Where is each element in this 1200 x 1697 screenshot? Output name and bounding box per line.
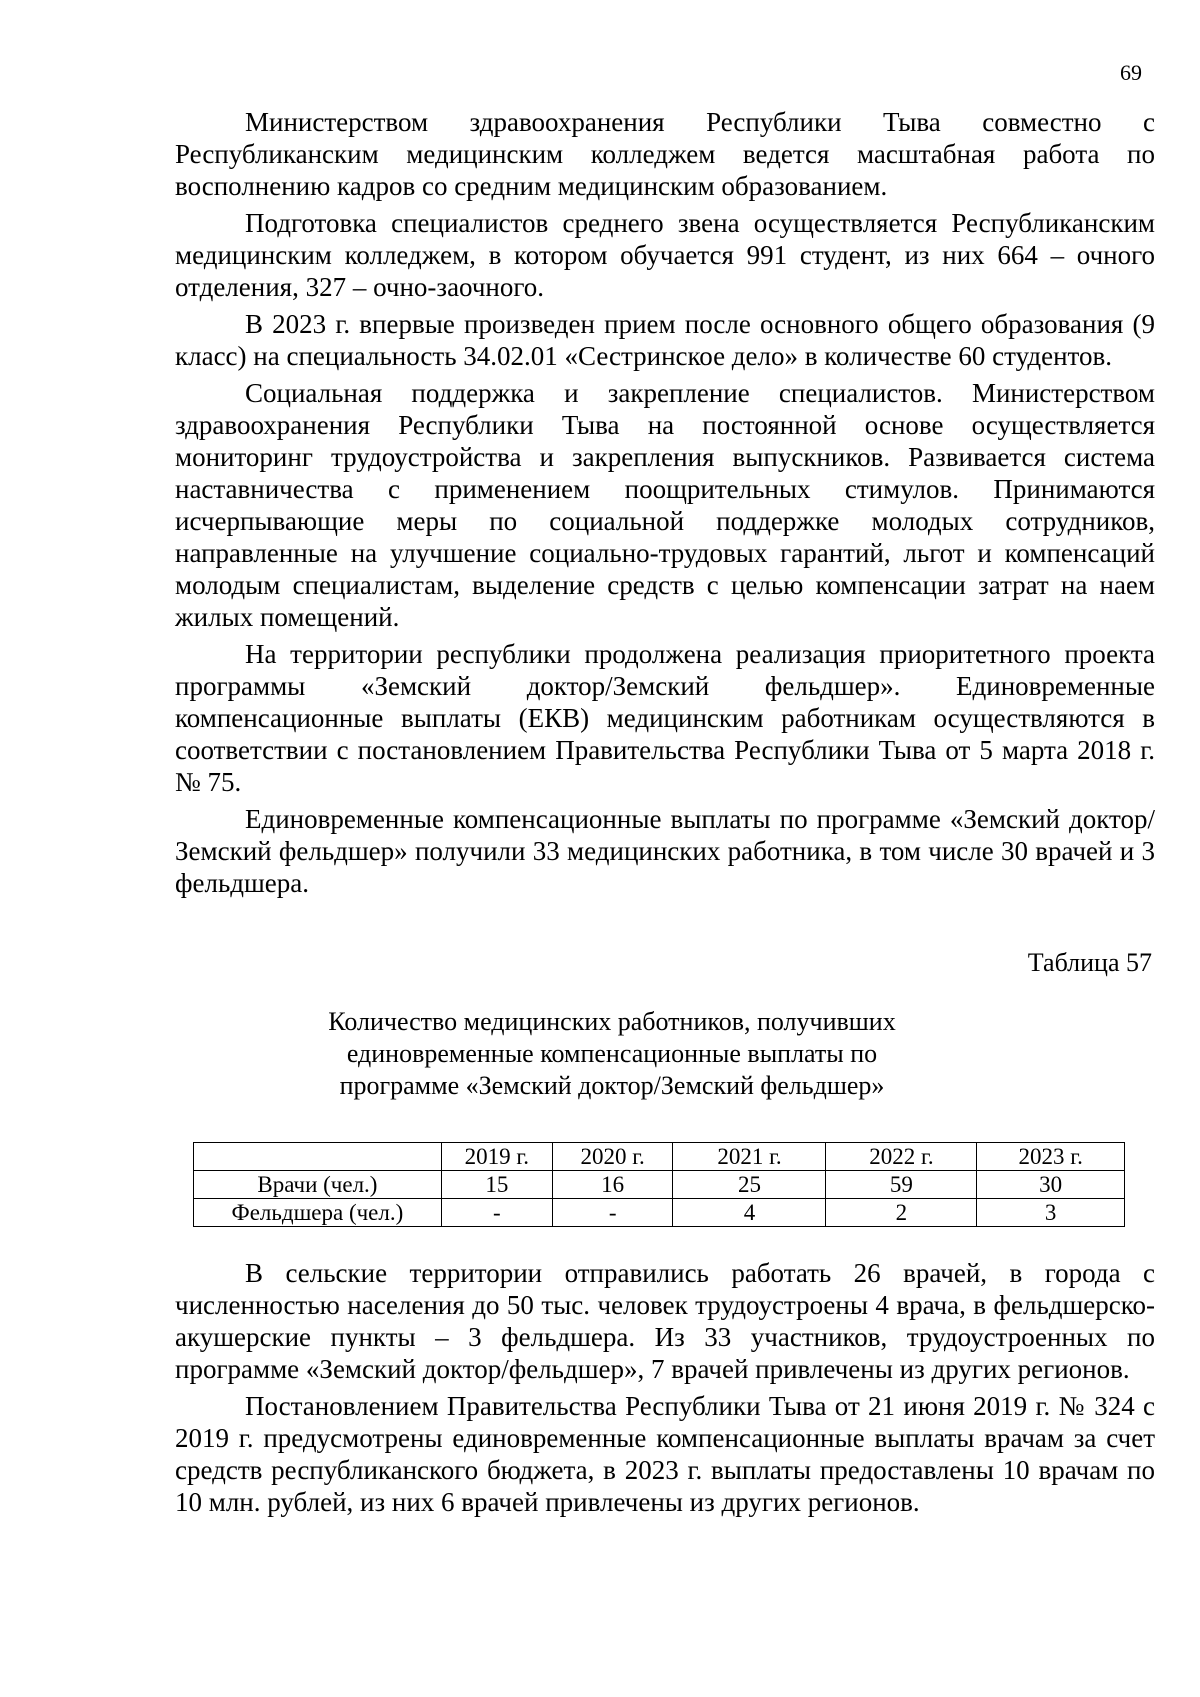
page-number: 69 — [1120, 60, 1142, 85]
paragraph: Единовременные компенсационные выплаты по программе «Земский доктор/Земский фельдшер» получили 33 медицинских работника, в том числе 30 врачей и 3 фельдшера. — [175, 804, 1155, 898]
paragraph: Постановлением Правительства Республики Тыва от 21 июня 2019 г. № 324 с 2019 г. предусмотрены единовременные компенсационные выплаты врачам за счет средств республиканского бюджета, в 2023 г. выплаты предоставлены 10 врачам по 10 млн. рублей, из них 6 врачей привлечены из других регионов. — [175, 1391, 1155, 1517]
table-cell: 16 — [552, 1171, 673, 1199]
table-title — [312, 1006, 912, 1102]
table-cell: 30 — [977, 1171, 1125, 1199]
table-row — [194, 1171, 1125, 1199]
table-cell: - — [441, 1199, 552, 1227]
header-cell-2023: 2023 г. — [977, 1143, 1125, 1171]
paragraph: Социальная поддержка и закрепление специалистов. Министерством здравоохранения Республики Тыва на постоянной основе осуществляется мониторинг трудоустройства и закрепления выпускников. Развивается система наставничества с применением поощрительных стимулов. Принимаются исчерпывающие меры по социальной поддержке молодых сотрудников, направленные на улучшение социально-трудовых гарантий, льгот и компенсаций молодым специалистам, выделение средств с целью компенсации затрат на наем жилых помещений. — [175, 378, 1155, 632]
table-cell: - — [552, 1199, 673, 1227]
table-cell: 59 — [826, 1171, 977, 1199]
paragraph: Министерством здравоохранения Республики Тыва совместно с Республиканским медицинским колледжем ведется масштабная работа по восполнению кадров со средним медицинским образованием. — [175, 107, 1155, 201]
table-header-row — [194, 1143, 1125, 1171]
row-label: Фельдшера (чел.) — [194, 1199, 442, 1227]
table-title-line: программе «Земский доктор/Земский фельдшер» — [339, 1071, 885, 1100]
body-text-bottom — [175, 1257, 1155, 1523]
table-cell: 15 — [441, 1171, 552, 1199]
header-cell-2022: 2022 г. — [826, 1143, 977, 1171]
header-cell-2019: 2019 г. — [441, 1143, 552, 1171]
header-cell-empty — [194, 1143, 442, 1171]
table-title-line: единовременные компенсационные выплаты по — [346, 1039, 878, 1068]
table-row — [194, 1199, 1125, 1227]
body-text-top — [175, 106, 1155, 904]
table-cell: 4 — [673, 1199, 826, 1227]
header-cell-2020: 2020 г. — [552, 1143, 673, 1171]
header-cell-2021: 2021 г. — [673, 1143, 826, 1171]
paragraph: Подготовка специалистов среднего звена осуществляется Республиканским медицинским колледжем, в котором обучается 991 студент, из них 664 – очного отделения, 327 – очно-заочного. — [175, 208, 1155, 302]
paragraph: В 2023 г. впервые произведен прием после основного общего образования (9 класс) на специальность 34.02.01 «Сестринское дело» в количестве 60 студентов. — [175, 309, 1155, 371]
table-label: Таблица 57 — [1027, 948, 1152, 977]
paragraph: В сельские территории отправились работать 26 врачей, в города с численностью населения до 50 тыс. человек трудоустроены 4 врача, в фельдшерско-акушерские пункты – 3 фельдшера. Из 33 участников, трудоустроенных по программе «Земский доктор/фельдшер», 7 врачей привлечены из других регионов. — [175, 1258, 1155, 1384]
workers-table — [193, 1142, 1125, 1227]
table-cell: 25 — [673, 1171, 826, 1199]
paragraph: На территории республики продолжена реализация приоритетного проекта программы «Земский доктор/Земский фельдшер». Единовременные компенсационные выплаты (ЕКВ) медицинским работникам осуществляются в соответствии с постановлением Правительства Республики Тыва от 5 марта 2018 г. № 75. — [175, 639, 1155, 797]
table-cell: 3 — [977, 1199, 1125, 1227]
row-label: Врачи (чел.) — [194, 1171, 442, 1199]
table-cell: 2 — [826, 1199, 977, 1227]
table-title-line: Количество медицинских работников, получивших — [328, 1007, 896, 1036]
